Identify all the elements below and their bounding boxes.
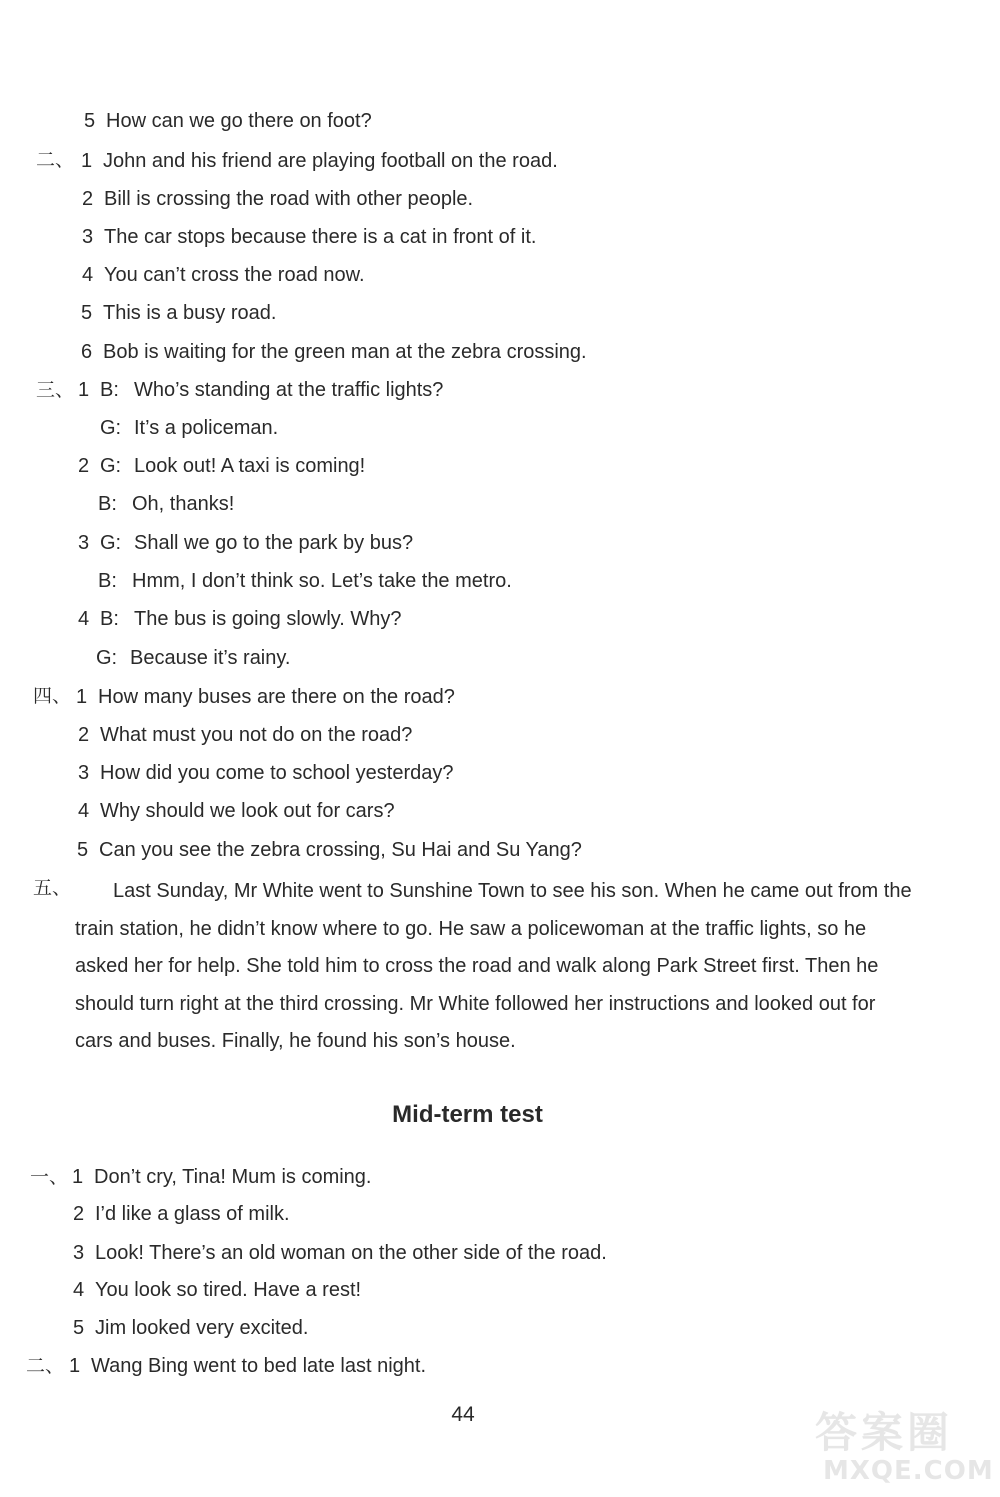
dialogue-text: Because it’s rainy. (130, 647, 291, 669)
answer-line (69, 1353, 426, 1379)
dialogue-line (78, 606, 402, 632)
answer-text: How can we go there on foot? (106, 110, 372, 132)
watermark-text-bottom: MXQE.COM (823, 1456, 994, 1486)
page-number: 44 (451, 1403, 475, 1426)
item-number: 2 (73, 1203, 85, 1225)
passage-paragraph: Last Sunday, Mr White went to Sunshine Town to see his son. When he came out from the train station, he didn’t know where to go. He saw a policewoman at the traffic lights, so he asked her for help. She told him to cross the road and walk along Park Street first. Then he should turn right at the third crossing. Mr White followed her instructions and looked out for cars and buses. Finally, he found his son’s house. (75, 880, 912, 1052)
answer-text: You can’t cross the road now. (104, 264, 365, 286)
dialogue-text: Oh, thanks! (132, 493, 235, 515)
item-number: 5 (77, 839, 89, 861)
answer-line (76, 684, 455, 710)
page-title: Mid-term test (392, 1101, 543, 1128)
item-number: 1 (78, 379, 90, 401)
item-number: 6 (81, 341, 93, 363)
answer-line (82, 224, 536, 250)
item-number: 5 (81, 302, 93, 324)
item-number: 4 (73, 1279, 85, 1301)
answer-line (84, 108, 372, 134)
answer-line (81, 148, 558, 174)
dialogue-text: Shall we go to the park by bus? (134, 532, 414, 554)
dialogue-line (98, 568, 512, 594)
answer-text: Don’t cry, Tina! Mum is coming. (94, 1166, 372, 1188)
item-number: 2 (78, 724, 90, 746)
item-number: 1 (76, 686, 88, 708)
answer-text: This is a busy road. (103, 302, 277, 324)
answer-line (73, 1240, 607, 1266)
answer-text: Look! There’s an old woman on the other side of the road. (95, 1242, 607, 1264)
answer-line (82, 262, 365, 288)
item-number: 3 (73, 1242, 85, 1264)
answer-line (73, 1201, 290, 1227)
dialogue-text: It’s a policeman. (134, 417, 279, 439)
answer-line (78, 798, 395, 824)
item-number: 5 (73, 1317, 85, 1339)
speaker-label: G: (100, 532, 122, 554)
dialogue-text: Look out! A taxi is coming! (134, 455, 366, 477)
answer-text: Can you see the zebra crossing, Su Hai and Su Yang? (99, 839, 582, 861)
item-number: 1 (69, 1355, 81, 1377)
speaker-label: B: (100, 379, 119, 401)
section-marker: 二、 (26, 1355, 65, 1377)
watermark-logo (795, 1398, 994, 1493)
item-number: 4 (78, 608, 90, 630)
answer-text: What must you not do on the road? (100, 724, 413, 746)
item-number: 2 (82, 188, 94, 210)
dialogue-line (78, 530, 413, 556)
dialogue-text: Hmm, I don’t think so. Let’s take the metro. (132, 570, 512, 592)
answer-text: Jim looked very excited. (95, 1317, 309, 1339)
speaker-label: G: (100, 455, 122, 477)
section-marker: 四、 (33, 685, 72, 707)
answer-line (73, 1315, 308, 1341)
answer-line (73, 1277, 361, 1303)
answer-line (81, 339, 587, 365)
item-number: 2 (78, 455, 90, 477)
speaker-label: G: (96, 647, 118, 669)
answer-text: You look so tired. Have a rest! (95, 1279, 362, 1301)
answer-line (77, 837, 582, 863)
answer-text: Bob is waiting for the green man at the zebra crossing. (103, 341, 587, 363)
item-number: 5 (84, 110, 96, 132)
dialogue-text: Who’s standing at the traffic lights? (134, 379, 444, 401)
answer-line (72, 1164, 371, 1190)
answer-text: The car stops because there is a cat in front of it. (104, 226, 537, 248)
answer-line (78, 722, 412, 748)
item-number: 3 (82, 226, 94, 248)
dialogue-line (100, 415, 278, 441)
answer-line (82, 186, 473, 212)
answer-text: Bill is crossing the road with other people. (104, 188, 474, 210)
item-number: 4 (82, 264, 94, 286)
answer-line (81, 300, 276, 326)
section-marker: 一、 (30, 1166, 69, 1188)
item-number: 1 (72, 1166, 84, 1188)
answer-text: Why should we look out for cars? (100, 800, 395, 822)
watermark-text-top: 答案圈 (815, 1408, 954, 1457)
dialogue-line (78, 377, 443, 403)
answer-text: John and his friend are playing football on the road. (103, 150, 558, 172)
item-number: 3 (78, 762, 90, 784)
answer-text: Wang Bing went to bed late last night. (91, 1355, 427, 1377)
dialogue-line (96, 645, 290, 671)
speaker-label: B: (98, 493, 117, 515)
answer-text: I’d like a glass of milk. (95, 1203, 290, 1225)
dialogue-line (98, 491, 234, 517)
answer-line (78, 760, 454, 786)
section-marker: 五、 (33, 877, 72, 899)
section-marker: 二、 (36, 149, 75, 171)
dialogue-line (78, 453, 365, 479)
speaker-label: B: (98, 570, 117, 592)
item-number: 1 (81, 150, 93, 172)
item-number: 3 (78, 532, 90, 554)
item-number: 4 (78, 800, 90, 822)
dialogue-text: The bus is going slowly. Why? (134, 608, 402, 630)
answer-text: How many buses are there on the road? (98, 686, 455, 708)
speaker-label: B: (100, 608, 119, 630)
speaker-label: G: (100, 417, 122, 439)
section-marker: 三、 (36, 379, 75, 401)
answer-text: How did you come to school yesterday? (100, 762, 454, 784)
